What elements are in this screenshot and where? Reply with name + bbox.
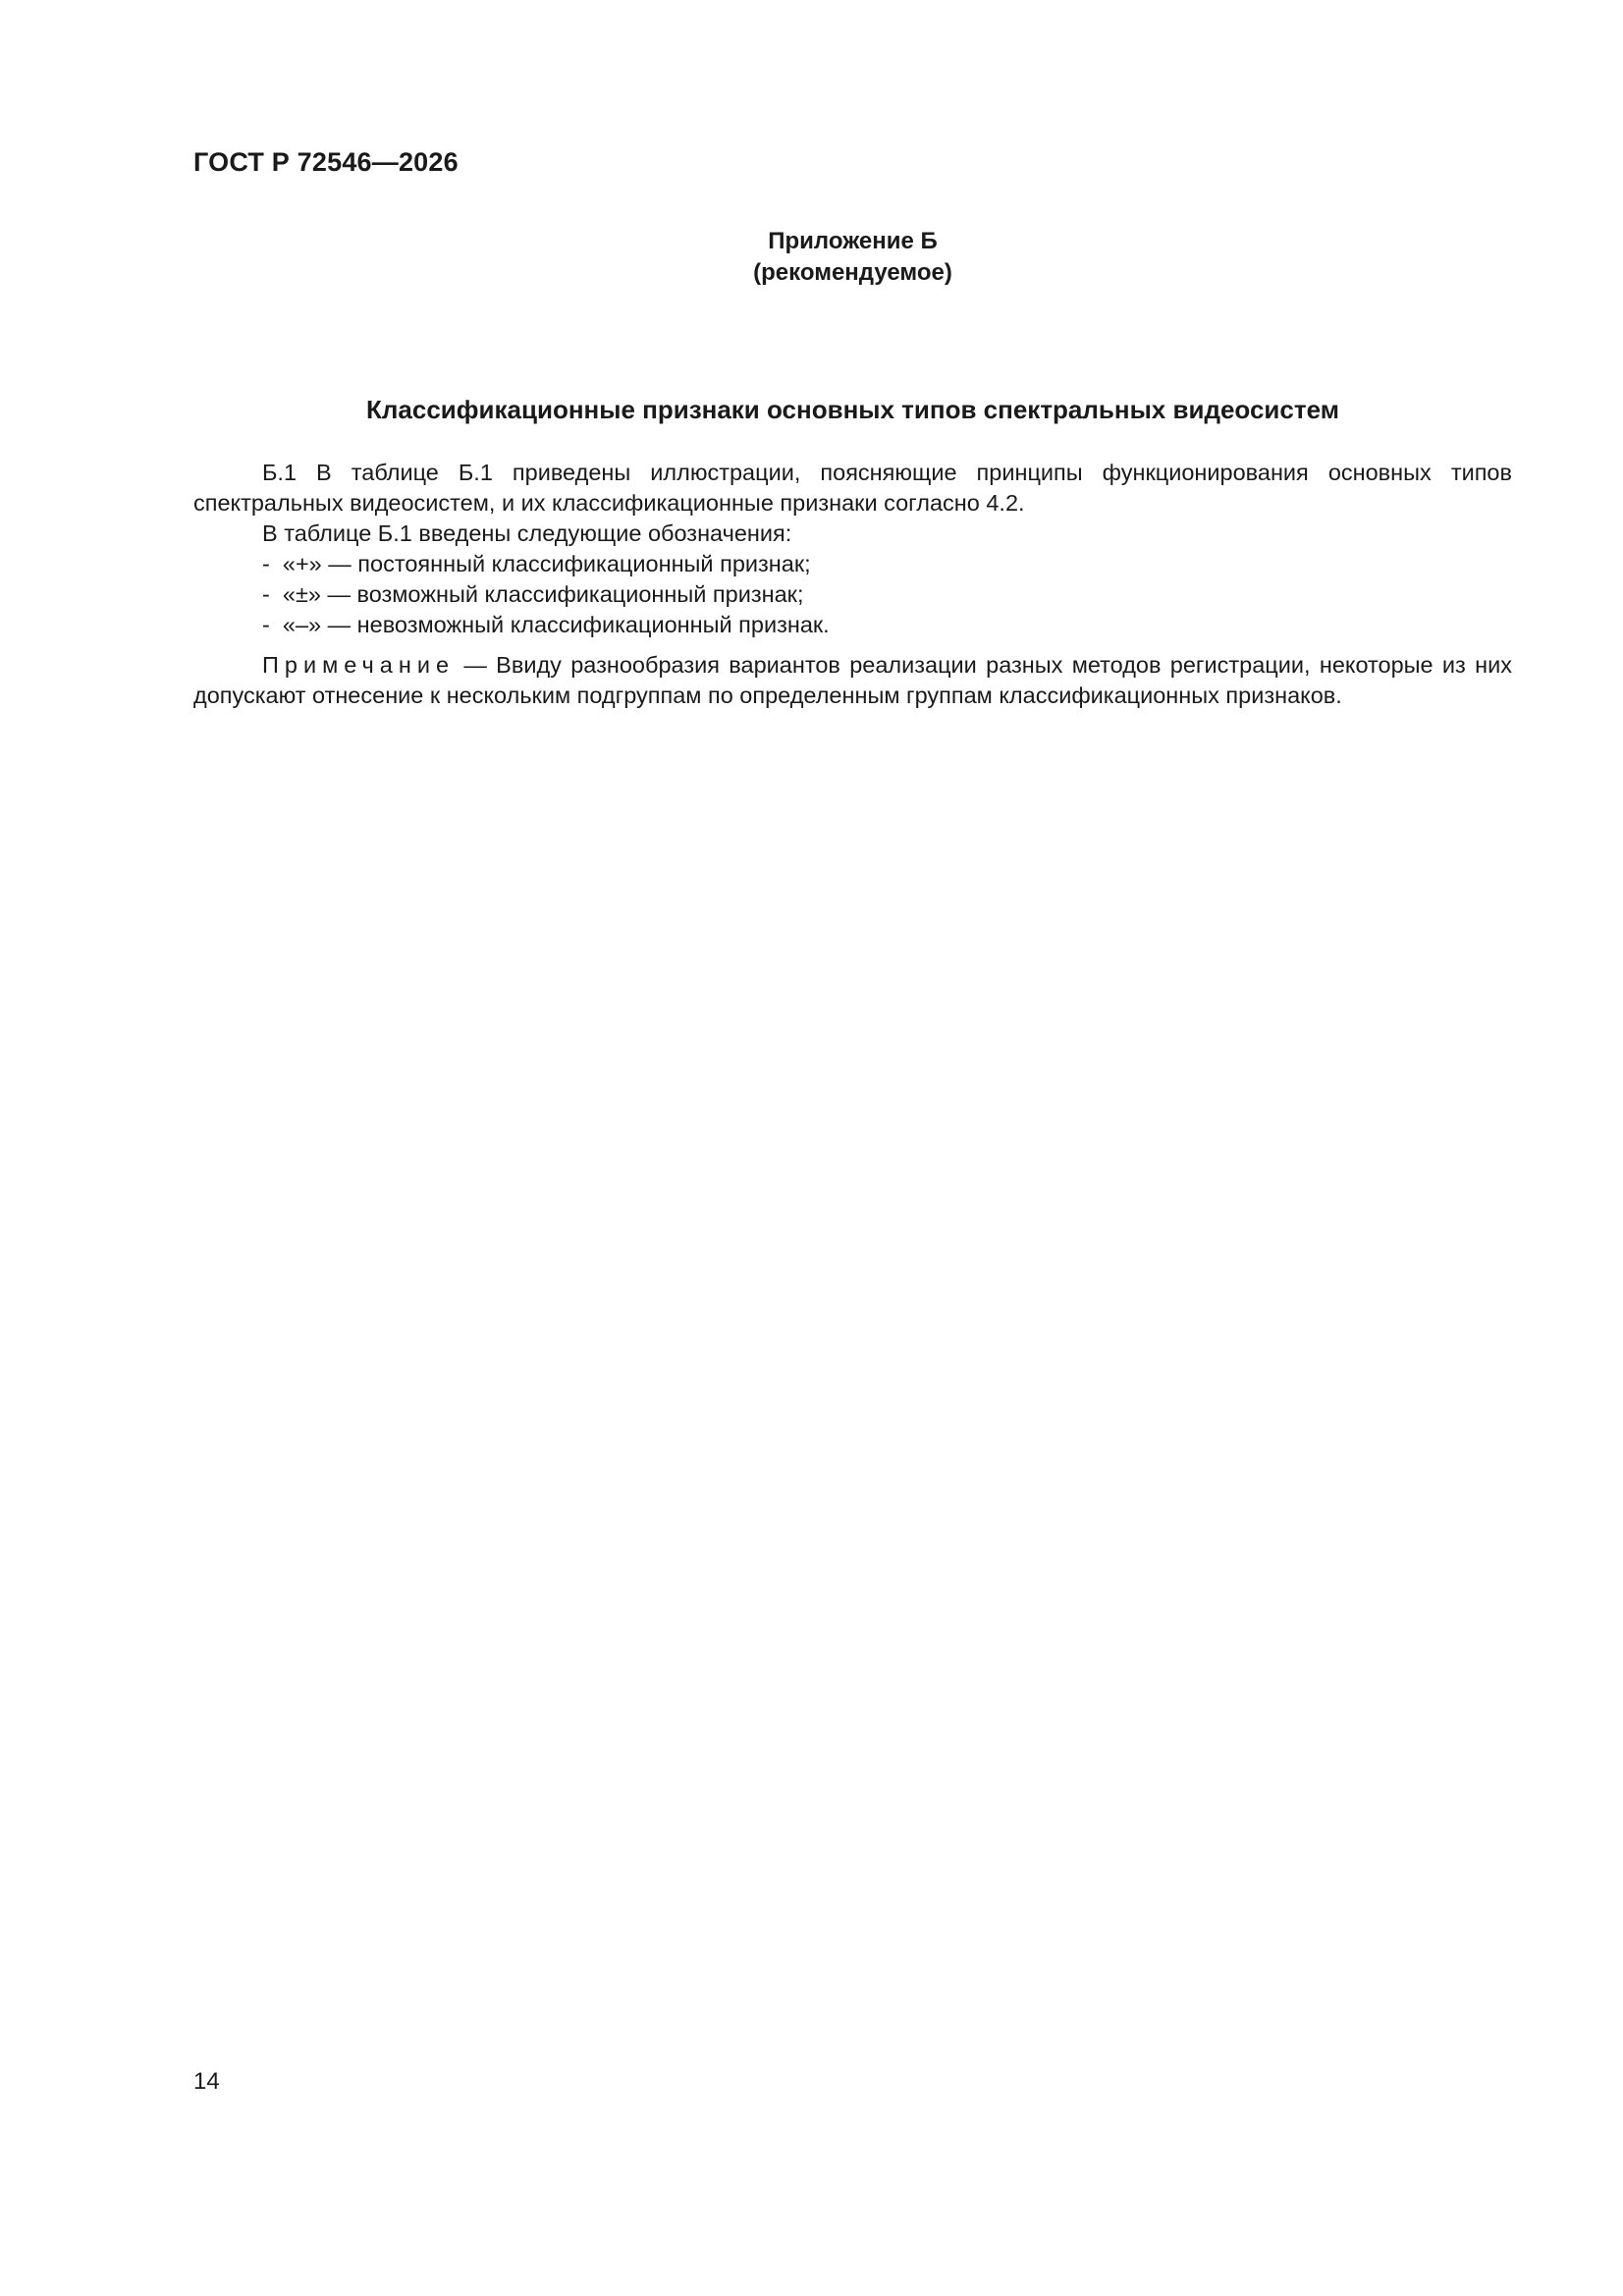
body-text xyxy=(193,458,1512,711)
list-item: - «±» — возможный классификационный признак; xyxy=(262,581,804,607)
list-item: - «–» — невозможный классификационный признак. xyxy=(262,612,830,637)
page-number: 14 xyxy=(193,2068,220,2095)
section-title: Классификационные признаки основных типов спектральных видеосистем xyxy=(366,395,1339,424)
note-text: — Ввиду разнообразия вариантов реализации разных методов регистрации, некоторые из них допускают отнесение к нескольким подгруппам по определенным группам классификационных признаков. xyxy=(193,652,1512,708)
document-code-header: ГОСТ Р 72546—2026 xyxy=(193,147,459,177)
list-item: - «+» — постоянный классификационный признак; xyxy=(262,551,811,576)
appendix-title: Приложение Б xyxy=(768,228,938,254)
note-label: Примечание xyxy=(262,652,456,678)
appendix-heading xyxy=(193,226,1512,289)
note-paragraph xyxy=(193,650,1512,711)
paragraph-b1: Б.1 В таблице Б.1 приведены иллюстрации, поясняющие принципы функционирования основных типов спектральных видеосистем, и их классификационные признаки согласно 4.2. xyxy=(193,460,1512,516)
paragraph-notation-intro: В таблице Б.1 введены следующие обозначения: xyxy=(262,520,792,546)
appendix-status: (рекомендуемое) xyxy=(753,259,952,286)
